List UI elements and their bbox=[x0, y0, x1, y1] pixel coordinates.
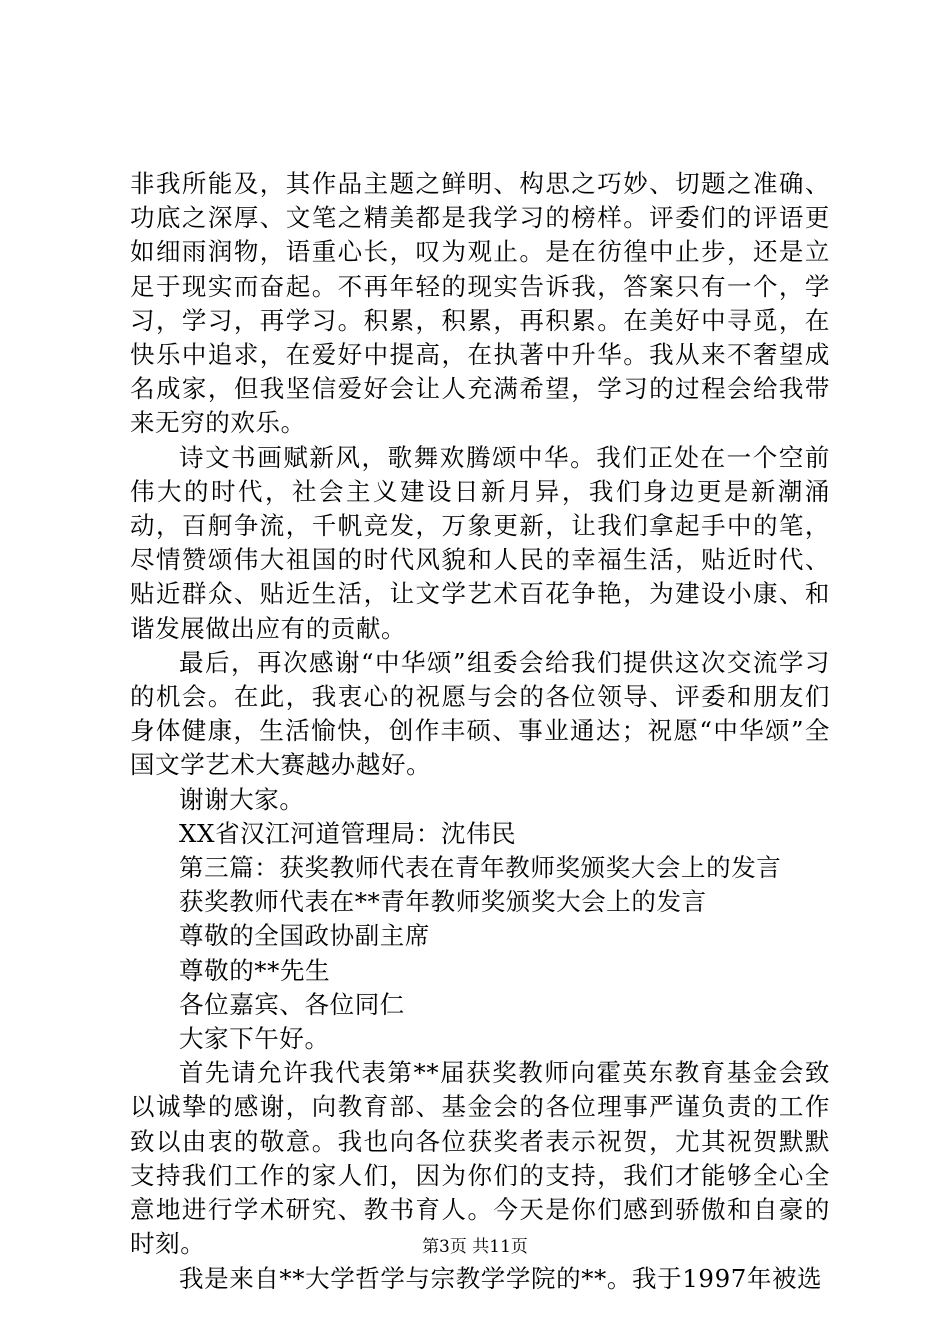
page-number-footer: 第3页 共11页 bbox=[422, 1237, 528, 1257]
paragraph-gratitude: 首先请允许我代表第**届获奖教师向霍英东教育基金会致以诚挚的感谢，向教育部、基金会的各位理事严谨负责的工作致以由衷的敬意。我也向各位获奖者表示祝贺，尤其祝贺默默支持我们工作的家人们，因为你们的支持，我们才能够全心全意地进行学术研究、教书育人。今天是你们感到骄傲和自豪的时刻。 bbox=[130, 1058, 830, 1259]
salutation-line: 尊敬的全国政协副主席 bbox=[179, 921, 430, 951]
salutation-line: 尊敬的**先生 bbox=[179, 955, 331, 985]
salutation-line: 各位嘉宾、各位同仁 bbox=[179, 989, 405, 1019]
paragraph-new-style: 诗文书画赋新风，歌舞欢腾颂中华。我们正处在一个空前伟大的时代，社会主义建设日新月异，我们身边更是新潮涌动，百舸争流，千帆竞发，万象更新，让我们拿起手中的笔，尽情赞颂伟大祖国的时代风貌和人民的幸福生活，贴近时代、贴近群众、贴近生活，让文学艺术百花争艳，为建设小康、和谐发展做出应有的贡献。 bbox=[130, 442, 830, 643]
paragraph-introduction: 我是来自**大学哲学与宗教学学院的**。我于1997年被选 bbox=[179, 1263, 823, 1293]
paragraph-continued: 非我所能及，其作品主题之鲜明、构思之巧妙、切题之准确、功底之深厚、文笔之精美都是我学习的榜样。评委们的评语更如细雨润物，语重心长，叹为观止。是在彷徨中止步，还是立足于现实而奋起。不再年轻的现实告诉我，答案只有一个，学习，学习，再学习。积累，积累，再积累。在美好中寻觅，在快乐中追求，在爱好中提高，在执著中升华。我从来不奢望成名成家，但我坚信爱好会让人充满希望，学习的过程会给我带来无穷的欢乐。 bbox=[130, 169, 830, 438]
paragraph-thanks: 最后，再次感谢“中华颂”组委会给我们提供这次交流学习的机会。在此，我衷心的祝愿与会的各位领导、评委和朋友们身体健康，生活愉快，创作丰硕、事业通达；祝愿“中华颂”全国文学艺术大赛越办越好。 bbox=[130, 647, 830, 780]
speech-title: 获奖教师代表在**青年教师奖颁奖大会上的发言 bbox=[179, 887, 707, 917]
closing-line: 谢谢大家。 bbox=[179, 784, 305, 814]
section-title: 第三篇：获奖教师代表在青年教师奖颁奖大会上的发言 bbox=[179, 853, 782, 883]
document-body bbox=[130, 167, 830, 1296]
author-signature: XX省汉江河道管理局：沈伟民 bbox=[179, 818, 517, 848]
greeting-line: 大家下午好。 bbox=[179, 1024, 330, 1054]
